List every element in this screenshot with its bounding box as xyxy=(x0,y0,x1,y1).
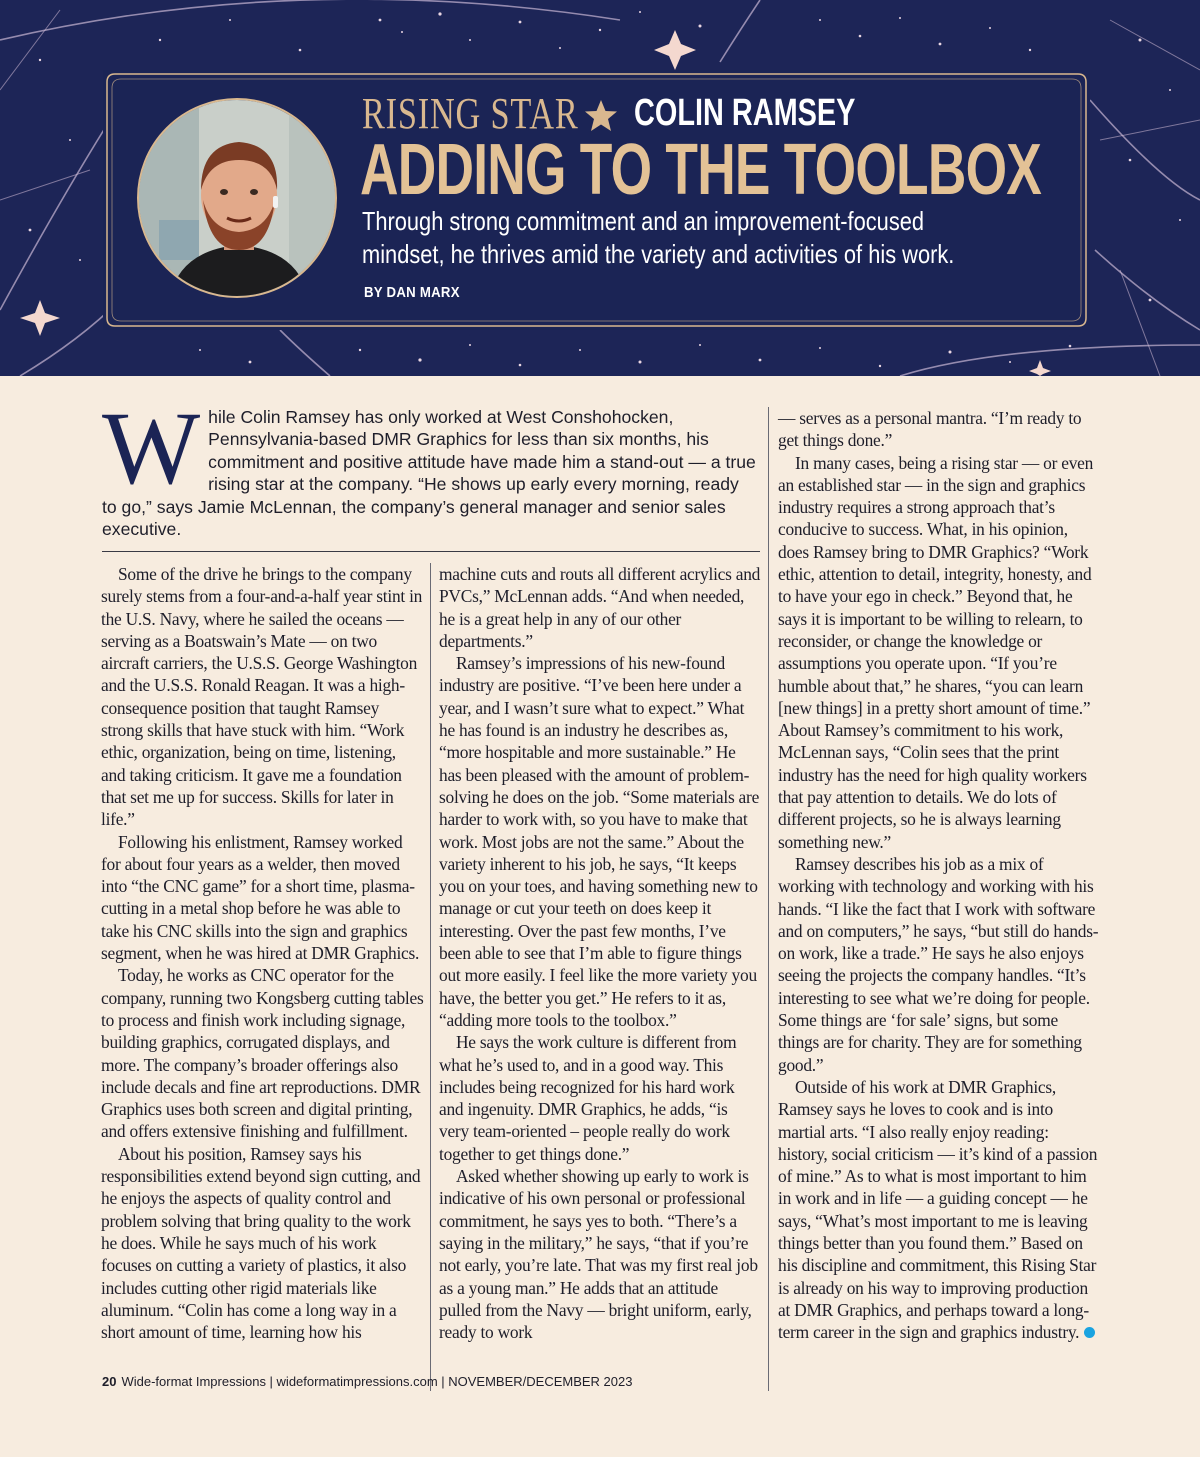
column-divider-2 xyxy=(768,407,769,1391)
paragraph: Ramsey describes his job as a mix of working with technology and working with his hands. “I like the fact that I work with software and on computers,” he says, “but still do hands-on work, like a trade.” He says he also enjoys seeing the projects the company handles. “It’s interesting to see what we’re doing for people. Some things are ‘for sale’ signs, but some things are for charity. They are for something good.” xyxy=(778,853,1099,1075)
paragraph: Today, he works as CNC operator for the company, running two Kongsberg cutting tables to process and finish work including signage, building graphics, corrugated displays, and more. The company’s broader offerings also include decals and fine art reproductions. DMR Graphics uses both screen and digital printing, and offers extensive finishing and fulfillment. xyxy=(101,965,424,1142)
end-mark-icon xyxy=(1084,1327,1095,1338)
body-column-3 xyxy=(778,407,1101,1343)
star-icon xyxy=(583,98,619,134)
body-column-2 xyxy=(439,563,761,1343)
intro-divider xyxy=(102,551,760,552)
paragraph: — serves as a personal mantra. “I’m ready to get things done.” xyxy=(778,408,1082,451)
last-paragraph-text: Outside of his work at DMR Graphics, Ramsey says he loves to cook and is into martial arts. “I also really enjoy reading: history, social criticism — it’s kind of a passion of mine.” As to what is most important to him in work and in life — a guiding concept — he says, “What’s most important to me is leaving things better than you found them.” Based on his discipline and commitment, this Rising Star is already on his way to improving production at DMR Graphics, and perhaps toward a long-term career in the sign and graphics industry. xyxy=(778,1076,1098,1343)
profile-photo xyxy=(137,98,337,298)
paragraph: Some of the drive he brings to the company surely stems from a four-and-a-half year stint in the U.S. Navy, where he sailed the oceans — serving as a Boatswain’s Mate — on two aircraft carriers, the U.S.S. George Washington and the U.S.S. Ronald Reagan. It was a high-consequence position that taught Ramsey strong skills that have stuck with him. “Work ethic, organization, being on time, listening, and taking criticism. It gave me a foundation that set me up for success. Skills for later in life.” xyxy=(101,564,423,830)
paragraph: Asked whether showing up early to work is indicative of his own personal or professional commitment, he says yes to both. “There’s a saying in the military,” he says, “that if you’re not early, you’re late. That was my first real job as a young man.” He adds that an attitude pulled from the Navy — bright uniform, early, ready to work xyxy=(439,1166,758,1343)
page-number: 20 xyxy=(102,1374,117,1389)
portrait-illustration xyxy=(139,100,337,298)
last-paragraph xyxy=(778,1076,1101,1344)
deck-line-2: mindset, he thrives amid the variety and activities of his work. xyxy=(362,239,955,269)
paragraph: In many cases, being a rising star — or even an established star — in the sign and graphics industry requires a strong approach that’s conducive to success. What, in his opinion, does Ramsey bring to DMR Graphics? “Work ethic, attention to detail, integrity, honesty, and to have your ego in check.” Beyond that, he says it is important to be willing to relearn, to reconsider, or change the knowledge or assumptions you operate upon. “If you’re humble about that,” he shares, “you can learn [new things] in a pretty short amount of time.” About Ramsey’s commitment to his work, McLennan says, “Colin sees that the print industry has the need for high quality workers that pay attention to details. We do lots of different projects, so he is always learning something new.” xyxy=(778,452,1094,852)
paragraph: machine cuts and routs all different acrylics and PVCs,” McLennan adds. “And when needed, he is a great help in any of our other departments.” xyxy=(439,564,761,651)
subject-name: COLIN RAMSEY xyxy=(634,92,856,134)
intro-paragraph xyxy=(102,391,757,540)
paragraph: About his position, Ramsey says his responsibilities extend beyond sign cutting, and he enjoys the aspects of quality control and problem solving that bring quality to the work he does. While he says much of his work focuses on cutting a variety of plastics, it also includes cutting other rigid materials like aluminum. “Colin has come a long way in a short amount of time, learning how his xyxy=(101,1143,421,1343)
paragraph: Ramsey’s impressions of his new-found industry are positive. “I’ve been here under a year, and I wasn’t sure what to expect.” What he has found is an industry he describes as, “more hospitable and more sustainable.” He has been pleased with the amount of problem-solving he does on the job. “Some materials are harder to work with, so you have to make that work. Most jobs are not the same.” About the variety inherent to his job, he says, “It keeps you on your toes, and having something new to manage or cut your teeth on does keep it interesting. Over the past few months, I’ve been able to see that I’m able to figure things out more easily. I feel like the more variety you have, the better you get.” He refers to it as, “adding more tools to the toolbox.” xyxy=(439,653,760,1030)
column-divider-1 xyxy=(430,563,431,1391)
article-deck xyxy=(362,205,1034,271)
page-footer xyxy=(102,1374,632,1389)
body-column-1 xyxy=(101,563,424,1343)
drop-cap: W xyxy=(102,391,201,506)
paragraph: He says the work culture is different from what he’s used to, and in a good way. This includes being recognized for his hard work and ingenuity. DMR Graphics, he adds, “is very team-oriented – people really do work together to get things done.” xyxy=(439,1032,737,1164)
paragraph: Following his enlistment, Ramsey worked for about four years as a welder, then moved into “the CNC game” for a short time, plasma-cutting in a metal shop before he was able to take his CNC skills into the sign and graphics segment, when he was hired at DMR Graphics. xyxy=(101,831,420,964)
article-headline: ADDING TO THE TOOLBOX xyxy=(360,130,1042,210)
byline: BY DAN MARX xyxy=(364,284,460,301)
rising-star-label: RISING STAR xyxy=(362,89,579,138)
intro-text: hile Colin Ramsey has only worked at West Conshohocken, Pennsylvania-based DMR Graphics for less than six months, his commitment and positive attitude have made him a stand-out — a true rising star at the company. “He shows up early every morning, ready to go,” says Jamie McLennan, the company’s general manager and senior sales executive. xyxy=(102,407,756,540)
footer-text: Wide-format Impressions | wideformatimpressions.com | NOVEMBER/DECEMBER 2023 xyxy=(121,1374,633,1389)
deck-line-1: Through strong commitment and an improvement-focused xyxy=(362,206,925,236)
